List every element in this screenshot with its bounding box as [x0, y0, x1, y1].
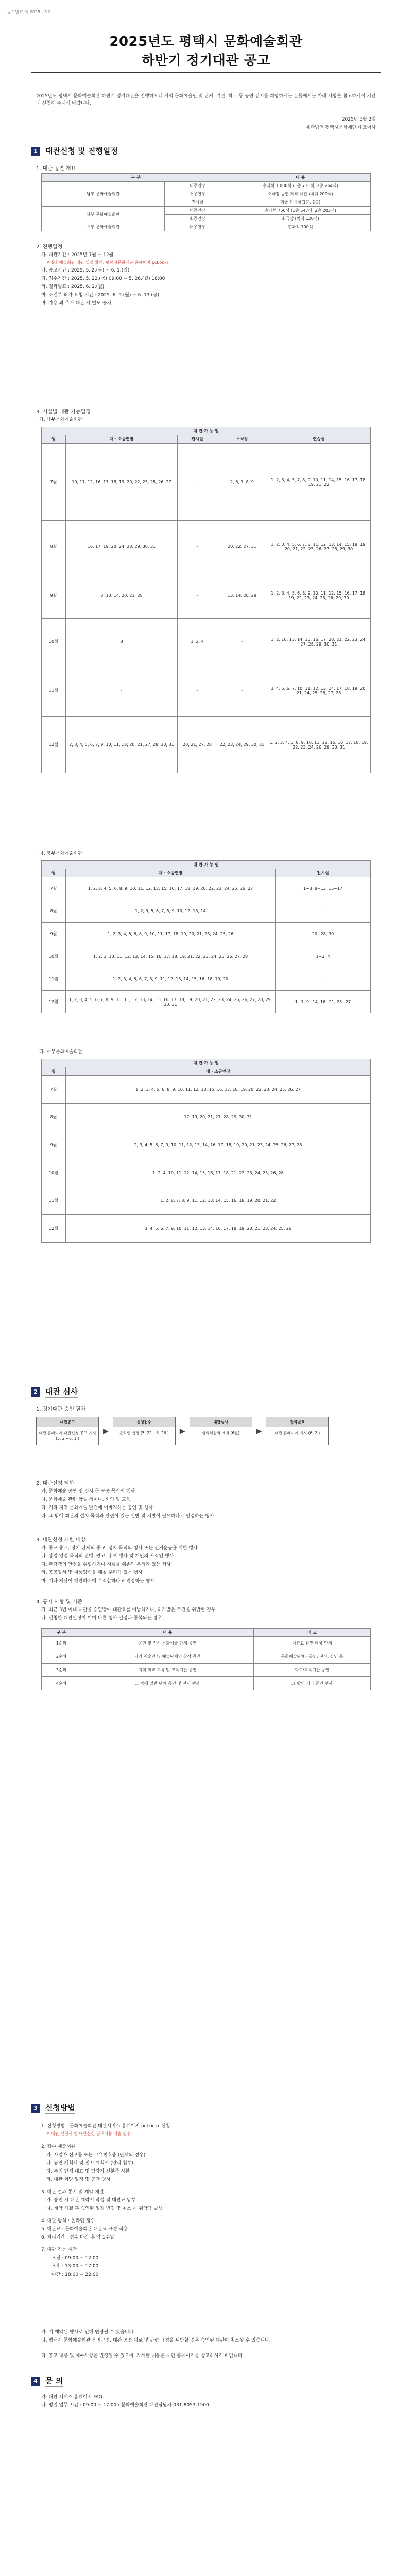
- table-row: [42, 444, 371, 521]
- table-cell: 소극장 공연 제작·대관 (최대 200석): [230, 190, 371, 198]
- limit-heading: 3. 대관신청 제한 대상: [36, 1537, 86, 1543]
- schedule-item: 나. 공고기간 : 2025. 5. 2.(금) ~ 6. 1.(일): [41, 268, 130, 273]
- apply-item: 6. 처리기간 : 접수 마감 후 약 1주일: [41, 2235, 114, 2240]
- section-2-number: 2: [31, 1387, 40, 1397]
- table-row: [42, 717, 371, 773]
- table-cell: 10월: [42, 1159, 66, 1187]
- table-row: [42, 572, 371, 619]
- table-cell: -: [217, 665, 267, 717]
- apply-item: 3. 대관 결과 통지 및 계약 체결: [41, 2190, 104, 2195]
- table-cell: 20, 21, 27, 28: [178, 717, 217, 773]
- table-cell: 1, 2, 4: [178, 619, 217, 665]
- table-cell: -: [66, 665, 178, 717]
- apply-note: 다. 공고 내용 및 세부사항은 변경될 수 있으며, 자세한 내용은 재단 홈페이지를 참고하시기 바랍니다.: [41, 2353, 244, 2359]
- schedule-item: 가. 대관기간 : 2025년 7월 ~ 12월: [41, 252, 114, 258]
- table-cell: 1, 2, 3, 4, 5, 8, 9, 10, 11, 12, 15, 16, 17, 18, 19, 22, 23, 24, 26, 29, 30, 31: [267, 717, 371, 773]
- table-cell: 지역 예술인 및 예술단체의 창작 공연: [81, 1650, 254, 1664]
- apply-item: 야간 : 18:00 ~ 22:00: [52, 2272, 99, 2277]
- table-cell: 20~28, 30: [276, 923, 371, 945]
- apply-item: 4. 대관 방식 : 온라인 접수: [41, 2218, 95, 2224]
- section-1-title: 대관신청 및 진행일정: [45, 145, 118, 157]
- criteria-col-content: 내 용: [81, 1629, 254, 1637]
- north-availability-table: [41, 860, 371, 1013]
- notice-date: 2025년 5월 2일: [341, 117, 376, 122]
- table-cell: 12월: [42, 991, 66, 1013]
- apply-item: ※ 대관 신청서 및 대관신청 첨부서류 제출 필수: [46, 2131, 131, 2136]
- table-cell: 1, 2, 3, 4, 5, 6, 8, 9, 10, 11, 12, 13, 15, 16, 17, 18, 19, 20, 22, 23, 24, 25, 26, 27: [66, 877, 276, 900]
- facility-header-type: 구 분: [42, 174, 230, 182]
- table-cell: 총좌석 1,000석 (1층 736석, 2층 264석): [230, 182, 371, 190]
- table-cell: 8월: [42, 1104, 66, 1131]
- table-cell: 17, 19, 20, 21, 27, 28, 29, 30, 31: [66, 1104, 371, 1131]
- table-cell: 총좌석 700석: [230, 223, 371, 231]
- south-label: 가. 남부문화예술회관: [39, 417, 82, 422]
- section-3-number: 3: [31, 2104, 40, 2113]
- apply-note: 가. 기 예약된 행사로 인해 변경될 수 있습니다.: [41, 2330, 135, 2335]
- south-col-gallery: 전시실: [178, 435, 217, 444]
- table-cell: 1, 2, 3, 5, 6, 7, 8, 9, 10, 12, 13, 14: [66, 900, 276, 923]
- restrict-item: 라. 그 밖에 회관의 설치 목적과 관련이 있는 일반 및 지방이 필요하다고 인정하는 행사: [41, 1514, 214, 1519]
- approval-flow: [36, 1417, 329, 1445]
- table-row: [42, 223, 371, 231]
- apply-item: 1. 신청방법 : 문화예술회관 대관서비스 홈페이지 pcf.or.kr 신청: [41, 2124, 170, 2129]
- south-col-month: 월: [42, 435, 66, 444]
- apply-item: 2. 접수 제출서류: [41, 2144, 76, 2149]
- north-col-gallery: 전시실: [276, 869, 371, 877]
- table-row: [42, 521, 371, 572]
- table-row: [42, 991, 371, 1013]
- apply-item: 5. 대관료 : 문화예술회관 대관료 규정 적용: [41, 2227, 128, 2232]
- table-cell: 총좌석 750석 (1층 547석, 2층 203석): [230, 207, 371, 215]
- table-cell: 10월: [42, 619, 66, 665]
- table-cell: 12월: [42, 717, 66, 773]
- table-cell: -: [217, 619, 267, 665]
- table-row: [42, 1159, 371, 1187]
- table-cell: 3순위: [42, 1664, 81, 1677]
- table-row: [42, 1650, 371, 1664]
- south-col-practice: 연습실: [267, 435, 371, 444]
- table-row: [42, 1076, 371, 1104]
- title-rule: [31, 72, 381, 73]
- criteria-col-rank: 구 분: [42, 1629, 81, 1637]
- title-line-2: 하반기 정기대관 공고: [142, 53, 270, 69]
- table-cell: 1, 2, 3, 10, 11, 12, 13, 14, 15, 16, 17, 18, 19, 21, 22, 23, 24, 25, 26, 27, 28: [66, 945, 276, 968]
- table-row: [42, 1104, 371, 1131]
- apply-item: 나. 계약 체결 후 승인된 일정 변경 및 취소 시 위약금 발생: [46, 2206, 163, 2211]
- table-cell: 2, 6, 7, 8, 9: [217, 444, 267, 521]
- north-caption: 대 관 가 능 일: [42, 861, 371, 869]
- table-row: [42, 1664, 371, 1677]
- table-cell: 학교/교육기관 공연: [254, 1664, 371, 1677]
- apply-item: 가. 승인 시 대관 계약서 작성 및 대관료 납부: [46, 2198, 136, 2203]
- table-cell: 대공연장: [165, 182, 230, 190]
- table-cell: 대관료 감면 대상 단체: [254, 1637, 371, 1650]
- table-cell: 그 밖에 일반 단체 공연 및 전시 행사: [81, 1677, 254, 1690]
- apply-item: 오전 : 09:00 ~ 12:00: [52, 2256, 99, 2261]
- table-cell: 7월: [42, 1076, 66, 1104]
- criteria-table: [41, 1628, 371, 1690]
- north-col-month: 월: [42, 869, 66, 877]
- flow-step-title: 대관공고: [37, 1417, 98, 1427]
- table-cell: 11월: [42, 1187, 66, 1215]
- schedule-item: 다. 접수기간 : 2025. 5. 22.(목) 09:00 ~ 5. 26.(월) 18:00: [41, 276, 165, 281]
- west-label: 다. 서부문화예술회관: [39, 1049, 82, 1055]
- south-caption: 대 관 가 능 일: [42, 427, 371, 435]
- flow-step-title: 신청접수: [113, 1417, 175, 1427]
- table-cell: 16, 17, 19, 20, 24, 28, 29, 30, 31: [66, 521, 178, 572]
- section-2-title: 대관 심사: [45, 1386, 78, 1398]
- section-1-header: [31, 145, 118, 157]
- table-cell: 북부 문화예술회관: [42, 207, 165, 223]
- table-cell: 3, 10, 14, 20, 21, 28: [66, 572, 178, 619]
- arrow-right-icon: ▶: [179, 1427, 185, 1435]
- table-cell: -: [276, 968, 371, 991]
- table-cell: 20, 22, 27, 31: [217, 521, 267, 572]
- table-row: [42, 923, 371, 945]
- section-1-number: 1: [31, 147, 40, 156]
- limit-item: 나. 상업 영업 목적의 판매, 광고, 홍보 행사 및 개인의 사적인 행사: [41, 1554, 174, 1559]
- table-cell: 1순위: [42, 1637, 81, 1650]
- table-cell: 12월: [42, 1215, 66, 1243]
- section-4-header: [31, 2375, 63, 2387]
- west-col-hall: 대 · 소공연장: [66, 1067, 371, 1076]
- table-cell: 8: [66, 619, 178, 665]
- limit-item: 가. 종교 종교, 정치 단체의 종교, 정치 목적의 행사 또는 선거운동을 위한 행사: [41, 1546, 198, 1551]
- apply-item: 나. 공연 계획서 및 전시 계획서 (양식 첨부): [46, 2161, 134, 2166]
- table-cell: 서부 문화예술회관: [42, 223, 165, 231]
- table-cell: 그 밖의 기타 공연 행사: [254, 1677, 371, 1690]
- west-caption: 대 관 가 능 일: [42, 1059, 371, 1067]
- restrict-item: 다. 기타 지역 문화예술 발전에 이바지하는 공연 및 행사: [41, 1505, 153, 1511]
- table-cell: 전시실: [165, 198, 230, 207]
- table-cell: 10월: [42, 945, 66, 968]
- apply-item: 다. 주최 단체 대표 및 담당자 신분증 사본: [46, 2169, 130, 2174]
- table-row: [42, 665, 371, 717]
- table-cell: 문화예술단체 · 공연, 전시, 강연 등: [254, 1650, 371, 1664]
- table-cell: 1, 2, 10, 13, 14, 15, 16, 17, 20, 21, 22, 23, 24, 27, 28, 29, 30, 31: [267, 619, 371, 665]
- table-row: [42, 1187, 371, 1215]
- arrow-right-icon: ▶: [256, 1427, 262, 1435]
- table-cell: 7월: [42, 444, 66, 521]
- west-availability-table: [41, 1059, 371, 1243]
- flow-step-body: 심의위원회 개최 (6월): [201, 1431, 240, 1435]
- north-label: 나. 북부문화예술회관: [39, 851, 82, 856]
- table-cell: 미술 전시실(1층, 2층): [230, 198, 371, 207]
- contact-item: 나. 평일 업무 시간 : 09:00 ~ 17:00 / 문화예술회관 대관담당자 031-8053-1500: [41, 2403, 209, 2408]
- flow-step-body: 온라인 신청 (5. 22.~5. 26.): [119, 1431, 169, 1435]
- table-cell: 1, 2, 3, 4, 5, 6, 8, 9, 10, 11, 12, 13, 15, 16, 17, 18, 19, 20, 22, 23, 24, 25, 26, 27: [66, 1076, 371, 1104]
- notice-number: 공고번호 제 2025 - 3호: [7, 10, 51, 14]
- table-row: [42, 619, 371, 665]
- facility-header-content: 내 용: [230, 174, 371, 182]
- flow-step-body: 대관 홈페이지 게시 (6. 2.): [274, 1431, 320, 1435]
- schedule-heading: 2. 진행일정: [36, 244, 63, 250]
- table-cell: 1, 2, 3, 4, 5, 6, 7, 8, 11, 12, 13, 14, 15, 18, 19, 20, 21, 22, 25, 26, 27, 28, 29, 30: [267, 521, 371, 572]
- table-row: [42, 1637, 371, 1650]
- table-cell: 1, 2, 3, 4, 5, 6, 7, 8, 9, 11, 12, 13, 14, 15, 16, 18, 19, 20: [66, 968, 276, 991]
- table-cell: 1, 2, 3, 4, 5, 6, 7, 8, 9, 10, 11, 12, 13, 14, 15, 16, 17, 18, 19, 20, 21, 22, 23, 24, 25, 26, 27, 28, 29, 30, 31: [66, 991, 276, 1013]
- table-cell: 8월: [42, 521, 66, 572]
- criteria-col-note: 비 고: [254, 1629, 371, 1637]
- table-cell: -: [178, 572, 217, 619]
- apply-note: 나. 평택시 문화예술회관 운영규정, 대관 공정 대로 및 관련 규정을 위반할 경우 승인된 대관이 취소될 수 있습니다.: [41, 2338, 271, 2343]
- apply-item: 라. 대관 희망 일정 및 공간 명시: [46, 2177, 111, 2182]
- restrict-heading: 2. 대관신청 제한: [36, 1481, 74, 1486]
- restrict-item: 가. 문화예술 공연 및 전시 등 공공 목적의 행사: [41, 1489, 135, 1494]
- table-row: [42, 1215, 371, 1243]
- facility-table: [41, 173, 371, 231]
- apply-item: 7. 대관 가능 시간: [41, 2247, 77, 2252]
- table-cell: 1~3, 8~13, 15~17: [276, 877, 371, 900]
- section-4-title: 문 의: [45, 2375, 63, 2387]
- flow-step: [266, 1417, 329, 1445]
- table-cell: 9월: [42, 572, 66, 619]
- table-cell: 4순위: [42, 1677, 81, 1690]
- section-3-header: [31, 2102, 75, 2114]
- flow-step-title: 결과발표: [266, 1417, 328, 1427]
- table-cell: 2, 3, 4, 5, 6, 7, 9, 10, 11, 18, 20, 21, 27, 28, 30, 31: [66, 717, 178, 773]
- schedule-item: 바. 가용 외 추가 대관 시 별도 공지: [41, 301, 111, 306]
- table-row: [42, 1677, 371, 1690]
- arrow-right-icon: ▶: [103, 1427, 109, 1435]
- table-row: [42, 1131, 371, 1159]
- table-cell: -: [178, 665, 217, 717]
- table-cell: 13, 14, 20, 28: [217, 572, 267, 619]
- limit-item: 다. 관람객의 안전을 위협하거나 시설물 훼손의 우려가 있는 행사: [41, 1562, 171, 1567]
- table-cell: 11월: [42, 968, 66, 991]
- apply-item: 오후 : 13:00 ~ 17:00: [52, 2264, 99, 2269]
- table-cell: 22, 23, 24, 29, 30, 31: [217, 717, 267, 773]
- limit-item: 마. 기타 재단이 대관하기에 부적합하다고 인정하는 행사: [41, 1579, 154, 1584]
- table-cell: 3, 4, 5, 6, 7, 10, 11, 12, 13, 14, 17, 18, 19, 20, 21, 24, 25, 26, 27, 28: [267, 665, 371, 717]
- table-row: [42, 968, 371, 991]
- table-cell: 대공연장: [165, 223, 230, 231]
- table-cell: 2, 3, 4, 5, 6, 7, 9, 10, 11, 12, 13, 14, 16, 17, 18, 19, 20, 21, 23, 24, 25, 26, 27, 28: [66, 1131, 371, 1159]
- table-cell: 11월: [42, 665, 66, 717]
- facility-heading: 1. 대관 공연 개요: [36, 166, 76, 172]
- availability-heading: 3. 시설별 대관 가능일정: [36, 409, 91, 415]
- criteria-heading: 4. 공지 사항 및 기준: [36, 1599, 82, 1605]
- table-cell: 소공연장: [165, 215, 230, 223]
- approval-heading: 1. 정기대관 승인 절차: [36, 1406, 86, 1412]
- table-cell: 소공연장: [165, 190, 230, 198]
- south-col-small: 소극장: [217, 435, 267, 444]
- table-cell: 공연 및 전시 문화예술 단체 공연: [81, 1637, 254, 1650]
- flow-step: [36, 1417, 99, 1445]
- intro-text: 2025년도 평택시 문화예술회관 하반기 정기대관을 진행하오니 지역 문화예술인 및 단체, 기관, 학교 등 공연·전시를 희망하시는 분들께서는 아래 사항을 참고하시어 기간 내 신청해 주시기 바랍니다.: [36, 94, 376, 106]
- table-cell: 7월: [42, 877, 66, 900]
- table-cell: 1, 2, 3, 4, 5, 7, 8, 9, 10, 11, 14, 15, 16, 17, 18, 19, 21, 22: [267, 444, 371, 521]
- table-cell: 1, 2, 3, 4, 5, 6, 8, 9, 10, 11, 17, 18, 19, 20, 21, 23, 24, 25, 26: [66, 923, 276, 945]
- flow-step: [190, 1417, 252, 1445]
- table-cell: 2순위: [42, 1650, 81, 1664]
- table-cell: 소극장 (최대 120석): [230, 215, 371, 223]
- schedule-item: 마. 조건부 허가 요청 기간 : 2025. 6. 9.(월) ~ 6. 13.(금): [41, 293, 160, 298]
- flow-step-body: 대관 홈페이지 대관신청 공고 게시 (5. 2.~6. 1.): [39, 1431, 96, 1441]
- table-cell: 1, 2, 4, 10, 11, 12, 14, 15, 16, 17, 18, 21, 22, 23, 24, 25, 26, 28: [66, 1159, 371, 1187]
- table-cell: 대공연장: [165, 207, 230, 215]
- apply-item: 가. 사업자 신고증 또는 고유번호증 (단체의 경우): [46, 2153, 146, 2158]
- table-row: [42, 900, 371, 923]
- table-cell: -: [276, 900, 371, 923]
- table-cell: 남부 문화예술회관: [42, 182, 165, 207]
- table-row: [42, 207, 371, 215]
- table-row: [42, 945, 371, 968]
- table-cell: 9월: [42, 1131, 66, 1159]
- table-cell: -: [178, 444, 217, 521]
- table-cell: -: [178, 521, 217, 572]
- section-3-title: 신청방법: [45, 2102, 75, 2114]
- contact-item: 가. 대관 서비스 홈페이지 FAQ: [41, 2395, 102, 2400]
- south-availability-table: [41, 427, 371, 773]
- limit-item: 라. 공공질서 및 미풍양속을 해칠 우려가 있는 행사: [41, 1570, 143, 1575]
- notice-item: 나. 신청한 대관일정이 이미 다른 행사 일정과 중복되는 경우: [41, 1616, 162, 1621]
- section-2-header: [31, 1386, 78, 1398]
- north-col-hall: 대 · 소공연장: [66, 869, 276, 877]
- table-row: [42, 182, 371, 190]
- restrict-item: 나. 문화예술 관련 학술 세미나, 회의 및 교육: [41, 1497, 131, 1502]
- schedule-item: 라. 결과발표 : 2025. 6. 2.(월): [41, 284, 105, 290]
- table-cell: 3, 4, 5, 6, 7, 9, 10, 11, 12, 13, 14, 16, 17, 18, 19, 20, 21, 23, 24, 25, 26: [66, 1215, 371, 1243]
- table-row: [42, 877, 371, 900]
- section-4-number: 4: [31, 2377, 40, 2386]
- flow-step-title: 대관심사: [190, 1417, 252, 1427]
- table-cell: 1~2, 4: [276, 945, 371, 968]
- schedule-note: ※ 문화예술회관 대관 일정 확인: 평택시문화재단 홈페이지 pcf.or.kr: [46, 260, 169, 265]
- flow-step: [113, 1417, 176, 1445]
- table-cell: 1, 2, 3, 4, 5, 6, 8, 9, 10, 11, 12, 15, 16, 17, 18, 19, 22, 23, 24, 25, 26, 29, 30: [267, 572, 371, 619]
- table-cell: 9월: [42, 923, 66, 945]
- table-cell: 1, 2, 8, 7, 8, 9, 11, 12, 13, 14, 15, 16, 18, 19, 20, 21, 22: [66, 1187, 371, 1215]
- title-line-1: 2025년도 평택시 문화예술회관: [109, 34, 303, 49]
- table-cell: 지역 학교 교육 및 교육기관 공연: [81, 1664, 254, 1677]
- notice-item: 가. 최근 3년 이내 대관을 승인받아 대관료를 미납하거나, 허가받은 조건을 위반한 경우: [41, 1607, 216, 1613]
- table-cell: 1~7, 9~14, 16~21, 23~27: [276, 991, 371, 1013]
- table-cell: 10, 11, 12, 16, 17, 18, 19, 20, 22, 23, 25, 26, 27: [66, 444, 178, 521]
- west-col-month: 월: [42, 1067, 66, 1076]
- south-col-hall: 대 · 소공연장: [66, 435, 178, 444]
- table-cell: 8월: [42, 900, 66, 923]
- issuer: 재단법인 평택시문화재단 대표이사: [305, 125, 376, 130]
